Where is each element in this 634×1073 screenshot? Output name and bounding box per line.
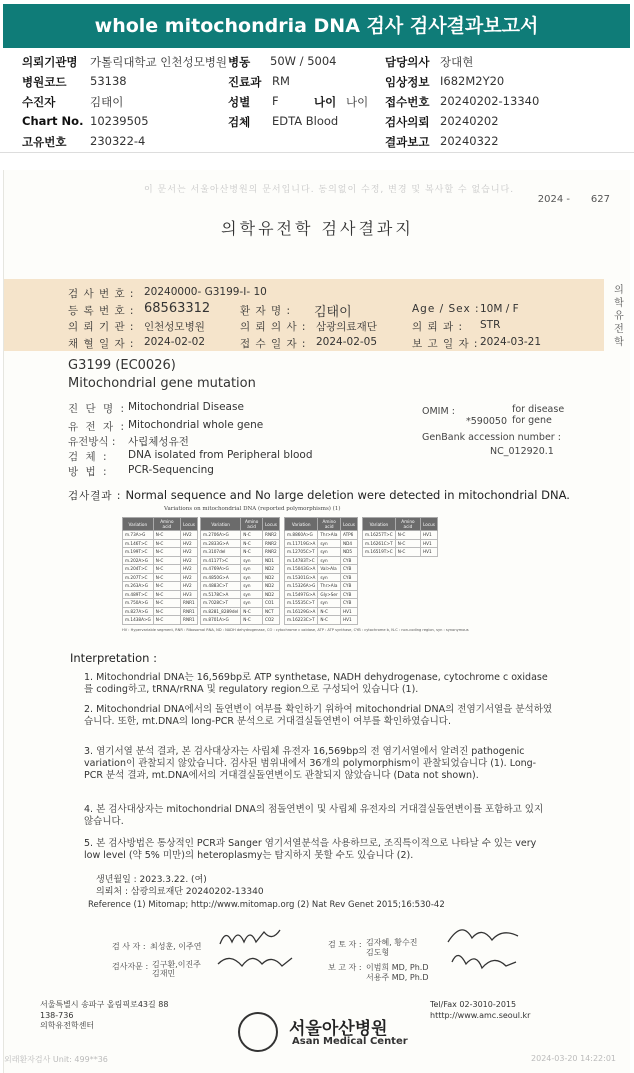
report-header: whole mitochondria DNA 검사 검사결과보고서 bbox=[3, 4, 630, 48]
variant-row bbox=[201, 556, 280, 565]
footer-contact bbox=[430, 1000, 530, 1021]
variant-cell: m.8281_8289del bbox=[201, 607, 241, 616]
test-no: 20240000- G3199-I- 10 bbox=[144, 286, 267, 298]
address-line-2: 138-736 bbox=[40, 1010, 74, 1020]
variant-cell: HV2 bbox=[181, 565, 198, 574]
variant-cell: m.15497G>A bbox=[285, 590, 318, 599]
variant-cell: HV1 bbox=[341, 616, 358, 625]
interp-paragraph-3: 3. 염기서열 분석 결과, 본 검사대상자는 사립체 유전자 16,569bp의 전 염기서열에서 알려진 pathogenic variation이 관찰되지 않았습니다. 검사된 범위내에서 36개의 polymorphism이 관찰되었습니다 (1). Long-PCR 분석 결과, mt.DNA에서의 거대결실돌연변이도 관찰되지 않았습니다 (Data not shown). bbox=[84, 746, 537, 781]
method: PCR-Sequencing bbox=[128, 464, 214, 476]
institution-value: 가톨릭대학교 인천성모병원 bbox=[90, 55, 227, 69]
variant-cell: m.202A>G bbox=[123, 556, 154, 565]
variant-cell: N-C bbox=[395, 531, 420, 540]
variant-header-cell: Locus bbox=[263, 518, 280, 531]
variant-row bbox=[363, 539, 438, 548]
variant-note: HV : Hypervariable segment, RNR : Ribosomal RNA, ND : NADH dehydrogenase, CO : cytochrome c oxidase, ATP : ATP synthase, CYB : cytochrome b, N-C : non-coding region, syn : synonymous bbox=[122, 628, 469, 632]
reference: Reference (1) Mitomap; http://www.mitomap.org (2) Nat Rev Genet 2015;16:530-42 bbox=[88, 900, 445, 910]
variant-cell: N-C bbox=[241, 539, 263, 548]
variant-row bbox=[123, 599, 198, 608]
ward-label: 병동 bbox=[228, 55, 251, 69]
variant-cell: N-C bbox=[153, 548, 180, 557]
doctor-label: 담당의사 bbox=[385, 55, 430, 69]
hospital-code-label: 병원코드 bbox=[22, 75, 67, 89]
patient-label: 수진자 bbox=[22, 95, 56, 109]
variant-header-cell: Locus bbox=[181, 518, 198, 531]
variant-cell: m.4769A>G bbox=[201, 565, 241, 574]
reg-no: 68563312 bbox=[144, 301, 211, 316]
genbank-label: GenBank accession number : bbox=[422, 432, 561, 443]
variant-cell: N-C bbox=[395, 539, 420, 548]
variant-cell: m.15301G>A bbox=[285, 573, 318, 582]
address-line-1: 서울특별시 송파구 올림픽로43길 88 bbox=[40, 1000, 169, 1009]
hospital-name-en: Asan Medical Center bbox=[292, 1036, 408, 1047]
report-date-label: 보 고 일 자 : bbox=[412, 338, 479, 350]
collect-date: 2024-02-02 bbox=[144, 336, 206, 348]
variant-cell: m.750A>G bbox=[123, 599, 154, 608]
sex-label: 성별 bbox=[228, 95, 251, 109]
result-text: Normal sequence and No large deletion were detected in mitochondrial DNA. bbox=[125, 488, 570, 502]
variant-header-cell: Variation bbox=[123, 518, 154, 531]
variant-row bbox=[285, 565, 358, 574]
variant-row bbox=[123, 573, 198, 582]
variant-cell: Thr>Ala bbox=[318, 582, 341, 591]
signature-examiner bbox=[216, 922, 296, 976]
variant-row bbox=[285, 573, 358, 582]
dept-value: RM bbox=[272, 74, 290, 88]
variant-row bbox=[123, 616, 198, 625]
variant-cell: RNR2 bbox=[263, 539, 280, 548]
variant-cell: m.8701A>G bbox=[201, 616, 241, 625]
examiner: 최성훈, 이주연 bbox=[150, 942, 202, 951]
variant-header-cell: Variation bbox=[363, 518, 396, 531]
variant-cell: CYB bbox=[341, 556, 358, 565]
chart-value: 10239505 bbox=[90, 114, 149, 128]
variant-cell: m.4117T>C bbox=[201, 556, 241, 565]
variant-cell: m.7028C>T bbox=[201, 599, 241, 608]
variant-cell: CYB bbox=[341, 582, 358, 591]
patient-box bbox=[4, 279, 604, 351]
variant-cell: HV3 bbox=[181, 590, 198, 599]
variant-cell: syn bbox=[318, 573, 341, 582]
variant-cell: RNR2 bbox=[263, 531, 280, 540]
variant-header-row bbox=[201, 518, 280, 531]
variant-cell: m.14783T>C bbox=[285, 556, 318, 565]
variant-row bbox=[201, 590, 280, 599]
chart-label: Chart No. bbox=[22, 114, 84, 128]
specimen-info-label: 검 체 : bbox=[68, 451, 109, 463]
signature-reviewer bbox=[442, 918, 522, 982]
variant-row bbox=[285, 539, 358, 548]
variant-cell: m.15326A>G bbox=[285, 582, 318, 591]
variant-row bbox=[201, 531, 280, 540]
variant-cell: m.4883C>T bbox=[201, 582, 241, 591]
variant-cell: m.11719G>A bbox=[285, 539, 318, 548]
variant-cell: ND5 bbox=[341, 548, 358, 557]
req-doc-label: 의 뢰 의 사 : bbox=[240, 321, 307, 333]
variant-cell: ND2 bbox=[263, 582, 280, 591]
variant-cell: HV1 bbox=[341, 607, 358, 616]
variant-row bbox=[363, 531, 438, 540]
variant-cell: syn bbox=[318, 548, 341, 557]
variant-cell: N-C bbox=[153, 590, 180, 599]
variant-cell: CO1 bbox=[263, 599, 280, 608]
variant-cell: N-C bbox=[153, 539, 180, 548]
variant-cell: m.16129G>A bbox=[285, 607, 318, 616]
watermark: 이 문서는 서울아산병원의 문서입니다. 동의없이 수정, 변경 및 복사할 수 없습니다. bbox=[144, 185, 515, 195]
variant-cell: N-C bbox=[241, 548, 263, 557]
variant-cell: CYB bbox=[341, 573, 358, 582]
variant-cell: m.827A>G bbox=[123, 607, 154, 616]
variant-cell: N-C bbox=[241, 531, 263, 540]
variant-cell: syn bbox=[241, 556, 263, 565]
variant-cell: N-C bbox=[241, 607, 263, 616]
variant-row bbox=[201, 565, 280, 574]
variant-cell: CYB bbox=[341, 590, 358, 599]
interpretation-title: Interpretation : bbox=[70, 651, 157, 665]
examiner-label: 검 사 자 : bbox=[112, 942, 146, 951]
variant-cell: m.16261C>T bbox=[363, 539, 396, 548]
variant-cell: m.73A>G bbox=[123, 531, 154, 540]
variant-cell: m.2706A>G bbox=[201, 531, 241, 540]
variant-row bbox=[123, 531, 198, 540]
variant-cell: CYB bbox=[341, 599, 358, 608]
genbank-value: NC_012920.1 bbox=[490, 446, 554, 457]
omim-gene-label: for gene bbox=[512, 415, 552, 426]
variant-row bbox=[123, 548, 198, 557]
inherit-label: 유전방식 : bbox=[68, 436, 116, 448]
variant-cell: m.1438A>G bbox=[123, 616, 154, 625]
hospital-name-kr: 서울아산병원 bbox=[289, 1019, 388, 1039]
variant-row bbox=[285, 616, 358, 625]
variant-cell: HV2 bbox=[181, 582, 198, 591]
doc-title: 의학유전학 검사결과지 bbox=[221, 219, 414, 238]
age-value: 나이 bbox=[346, 95, 369, 109]
variant-cell: ND4 bbox=[341, 539, 358, 548]
variant-cell: RNR1 bbox=[181, 607, 198, 616]
collect-label: 채 혈 일 자 : bbox=[68, 338, 135, 350]
inherit: 사립체성유전 bbox=[128, 436, 189, 448]
variant-cell: syn bbox=[318, 599, 341, 608]
specimen-value: EDTA Blood bbox=[272, 114, 339, 128]
age-sex-label: Age / Sex : bbox=[412, 303, 480, 315]
ward-dept-label: 의 뢰 과 : bbox=[412, 321, 463, 333]
variant-cell: m.199T>C bbox=[123, 548, 154, 557]
interpreter-label: 검사자문 : bbox=[112, 962, 149, 971]
variant-cell: N-C bbox=[153, 531, 180, 540]
side-vertical-text: 의학유전학 bbox=[614, 285, 624, 348]
variant-cell: syn bbox=[241, 565, 263, 574]
interp-paragraph-4: 4. 본 검사대상자는 mitochondrial DNA의 점돌연변이 및 사립체 유전자의 거대결실돌연변이를 포함하고 있지 않습니다. bbox=[84, 804, 544, 827]
variant-cell: RNR2 bbox=[263, 548, 280, 557]
variant-header-cell: Amino acid bbox=[153, 518, 180, 531]
variant-header-cell: Amino acid bbox=[318, 518, 341, 531]
variant-cell: HV2 bbox=[181, 556, 198, 565]
variant-cell: CYB bbox=[341, 565, 358, 574]
variant-cell: HV1 bbox=[421, 548, 438, 557]
req-doc: 삼광의료재단 bbox=[316, 321, 377, 333]
variant-cell: N-C bbox=[318, 607, 341, 616]
page-year: 2024 - bbox=[537, 194, 570, 205]
variant-cell: m.146T>C bbox=[123, 539, 154, 548]
receipt-value: 20240202-13340 bbox=[440, 94, 540, 108]
variant-cell: Gly>Ser bbox=[318, 590, 341, 599]
reporter-label: 보 고 자 : bbox=[328, 963, 362, 972]
hospital-logo-icon bbox=[238, 1012, 278, 1052]
omim-gene: *590050 bbox=[466, 416, 508, 427]
unique-label: 고유번호 bbox=[22, 135, 67, 149]
variant-cell: N-C bbox=[153, 556, 180, 565]
variant-cell: N-C bbox=[153, 582, 180, 591]
variant-cell: ND2 bbox=[263, 573, 280, 582]
variant-cell: Val>Ala bbox=[318, 565, 341, 574]
variant-cell: HV2 bbox=[181, 539, 198, 548]
reporter: 이범희 MD, Ph.D bbox=[366, 963, 429, 972]
specimen-info: DNA isolated from Peripheral blood bbox=[128, 449, 313, 461]
diagnosis-label: 진 단 명 : bbox=[68, 403, 126, 415]
reviewer: 김자혜, 황수진 bbox=[366, 938, 418, 947]
website: htttp://www.amc.seoul.kr bbox=[430, 1010, 531, 1020]
requester: 의뢰처 : 삼광의료재단 20240202-13340 bbox=[96, 887, 264, 897]
result-date-value: 20240322 bbox=[440, 134, 499, 148]
variant-cell: N-C bbox=[318, 616, 341, 625]
variant-cell: N-C bbox=[241, 616, 263, 625]
variant-header-row bbox=[123, 518, 198, 531]
variant-header-row bbox=[285, 518, 358, 531]
variant-cell: ATP6 bbox=[341, 531, 358, 540]
variant-cell: m.263A>G bbox=[123, 582, 154, 591]
variant-row bbox=[123, 565, 198, 574]
variant-header-cell: Locus bbox=[341, 518, 358, 531]
variant-header-cell: Amino acid bbox=[241, 518, 263, 531]
variant-cell: CO2 bbox=[263, 616, 280, 625]
req-inst: 인천성모병원 bbox=[144, 321, 205, 333]
unique-value: 230322-4 bbox=[90, 134, 146, 148]
birth-date: 생년월일 : 2023.3.22. (여) bbox=[96, 875, 207, 885]
variant-cell: HV2 bbox=[181, 548, 198, 557]
variant-row bbox=[201, 573, 280, 582]
variant-caption: Variations on mitochondrial DNA (reported polymorphisms) (1) bbox=[164, 506, 341, 512]
variant-row bbox=[285, 582, 358, 591]
variant-cell: m.16223C>T bbox=[285, 616, 318, 625]
variant-row bbox=[285, 599, 358, 608]
sex-value: F bbox=[272, 94, 279, 108]
variant-cell: Thr>Ala bbox=[318, 531, 341, 540]
variant-cell: N-C bbox=[395, 548, 420, 557]
variant-row bbox=[363, 548, 438, 557]
variant-cell: m.8860A>G bbox=[285, 531, 318, 540]
ward-dept: STR bbox=[480, 319, 501, 331]
address-line-3: 의학유전학센터 bbox=[40, 1021, 95, 1030]
variant-cell: m.204T>C bbox=[123, 565, 154, 574]
variant-cell: m.2833G>A bbox=[201, 539, 241, 548]
specimen-label: 검체 bbox=[228, 115, 251, 129]
variant-table-1 bbox=[122, 517, 198, 625]
variant-cell: m.3107del bbox=[201, 548, 241, 557]
variant-cell: m.207T>C bbox=[123, 573, 154, 582]
test-no-label: 검 사 번 호 : bbox=[68, 288, 135, 300]
clinical-value: I682M2Y20 bbox=[440, 74, 505, 88]
reviewer-label: 검 토 자 : bbox=[328, 940, 362, 949]
variant-row bbox=[285, 556, 358, 565]
variant-cell: N-C bbox=[153, 616, 180, 625]
variant-cell: HV2 bbox=[181, 531, 198, 540]
patient-name: 김태이 bbox=[314, 305, 352, 320]
age-sex: 10M / F bbox=[480, 303, 519, 315]
scanned-report bbox=[3, 170, 630, 1073]
variant-cell: m.5178C>A bbox=[201, 590, 241, 599]
result-date-label: 결과보고 bbox=[385, 135, 430, 149]
reg-no-label: 등 록 번 호 : bbox=[68, 305, 135, 317]
request-value: 20240202 bbox=[440, 114, 499, 128]
doctor-value: 장대현 bbox=[440, 55, 474, 69]
result-line bbox=[68, 488, 570, 503]
variant-row bbox=[201, 616, 280, 625]
bottom-note-left: 외래환자검사 Unit: 499**36 bbox=[4, 1055, 108, 1064]
variant-header-cell: Variation bbox=[285, 518, 318, 531]
variant-row bbox=[123, 539, 198, 548]
variant-row bbox=[201, 607, 280, 616]
receive-date: 2024-02-05 bbox=[316, 336, 378, 348]
variant-cell: ND2 bbox=[263, 565, 280, 574]
variant-row bbox=[201, 582, 280, 591]
method-label: 방 법 : bbox=[68, 466, 109, 478]
variant-cell: RNR1 bbox=[181, 616, 198, 625]
variant-cell: syn bbox=[241, 590, 263, 599]
ward-value: 50W / 5004 bbox=[270, 54, 337, 68]
variant-cell: syn bbox=[241, 573, 263, 582]
variant-header-cell: Locus bbox=[421, 518, 438, 531]
gene-label: 유 전 자 : bbox=[68, 421, 126, 433]
bottom-note-right: 2024-03-20 14:22:01 bbox=[531, 1054, 616, 1063]
variant-header-row bbox=[363, 518, 438, 531]
hospital-code-value: 53138 bbox=[90, 74, 127, 88]
result-label: 검사결과 : bbox=[68, 490, 122, 502]
variant-cell: m.15043G>A bbox=[285, 565, 318, 574]
gene: Mitochondrial whole gene bbox=[128, 419, 264, 431]
interp-paragraph-5: 5. 본 검사방법은 통상적인 PCR과 Sanger 염기서열분석을 사용하므로, 조직특이적으로 나타날 수 있는 very low level (약 5% 미만)의 heteroplasmy는 탐지하지 못할 수도 있습니다 (2). bbox=[84, 838, 537, 861]
variant-row bbox=[201, 539, 280, 548]
variant-row bbox=[123, 582, 198, 591]
patient-value: 김태이 bbox=[90, 95, 124, 109]
meta-info bbox=[0, 52, 634, 152]
variant-cell: RNR1 bbox=[181, 599, 198, 608]
interp-paragraph-1: 1. Mitochondrial DNA는 16,569bp로 ATP synthetase, NADH dehydrogenase, cytochrome c oxidase를 coding하고, tRNA/rRNA 및 regulatory region으로 구성되어 있습니다 (1). bbox=[84, 672, 548, 695]
variant-header-cell: Variation bbox=[201, 518, 241, 531]
variant-row bbox=[123, 556, 198, 565]
variant-row bbox=[285, 531, 358, 540]
report-date: 2024-03-21 bbox=[480, 336, 542, 348]
variant-cell: m.12705C>T bbox=[285, 548, 318, 557]
req-inst-label: 의 뢰 기 관 : bbox=[68, 321, 135, 333]
variant-cell: HV2 bbox=[181, 573, 198, 582]
variant-table-4 bbox=[362, 517, 438, 557]
institution-label: 의뢰기관명 bbox=[22, 55, 78, 69]
test-code: G3199 (EC0026) bbox=[68, 358, 176, 373]
test-name: Mitochondrial gene mutation bbox=[68, 376, 256, 391]
variant-cell: N-C bbox=[153, 607, 180, 616]
variant-cell: m.489T>C bbox=[123, 590, 154, 599]
variant-cell: m.4850G>A bbox=[201, 573, 241, 582]
request-label: 검사의뢰 bbox=[385, 115, 430, 129]
variant-row bbox=[123, 590, 198, 599]
variant-cell: ND2 bbox=[263, 590, 280, 599]
variant-cell: m.15535C>T bbox=[285, 599, 318, 608]
variant-header-cell: Amino acid bbox=[395, 518, 420, 531]
variant-cell: syn bbox=[318, 539, 341, 548]
divider bbox=[0, 152, 634, 153]
age-label: 나이 bbox=[314, 95, 337, 109]
variant-cell: HV1 bbox=[421, 531, 438, 540]
variant-row bbox=[201, 548, 280, 557]
variant-table-3 bbox=[284, 517, 358, 625]
patient-name-label: 환 자 명 : bbox=[240, 305, 291, 317]
variant-cell: syn bbox=[241, 582, 263, 591]
variant-cell: N-C bbox=[153, 565, 180, 574]
variant-row bbox=[123, 607, 198, 616]
variant-cell: syn bbox=[318, 556, 341, 565]
page-number: 627 bbox=[590, 194, 610, 205]
omim-disease-label: for disease bbox=[512, 404, 565, 415]
receive-label: 접 수 일 자 : bbox=[240, 338, 307, 350]
variant-row bbox=[285, 548, 358, 557]
variant-row bbox=[285, 607, 358, 616]
variant-table-2 bbox=[200, 517, 280, 625]
variant-cell: HV1 bbox=[421, 539, 438, 548]
variant-cell: ND1 bbox=[263, 556, 280, 565]
dept-label: 진료과 bbox=[228, 75, 262, 89]
diagnosis: Mitochondrial Disease bbox=[128, 401, 244, 413]
omim-label: OMIM : bbox=[422, 406, 455, 417]
clinical-label: 임상정보 bbox=[385, 75, 430, 89]
variant-row bbox=[285, 590, 358, 599]
footer-address bbox=[40, 1000, 168, 1032]
interpreter: 김구환,이진주 bbox=[152, 960, 201, 969]
reviewer-2: 김도형 bbox=[366, 948, 390, 957]
interp-paragraph-2: 2. Mitochondrial DNA에서의 돌연변이 여부를 확인하기 위하여 mitochondrial DNA의 전염기서열을 분석하였습니다. 또한, mt.DNA의 long-PCR 분석으로 거대결실돌연변이 여부를 확인하였습니다. bbox=[84, 704, 553, 727]
variant-cell: syn bbox=[241, 599, 263, 608]
variant-cell: m.16519T>C bbox=[363, 548, 396, 557]
reporter-2: 서용주 MD, Ph.D bbox=[366, 973, 429, 982]
interpreter-2: 김재민 bbox=[152, 969, 176, 978]
receipt-label: 접수번호 bbox=[385, 95, 430, 109]
variant-cell: N-C bbox=[153, 599, 180, 608]
variant-cell: NCT bbox=[263, 607, 280, 616]
variant-cell: N-C bbox=[153, 573, 180, 582]
variant-cell: m.16257T>C bbox=[363, 531, 396, 540]
variant-row bbox=[201, 599, 280, 608]
tel-fax: Tel/Fax 02-3010-2015 bbox=[430, 1000, 517, 1009]
